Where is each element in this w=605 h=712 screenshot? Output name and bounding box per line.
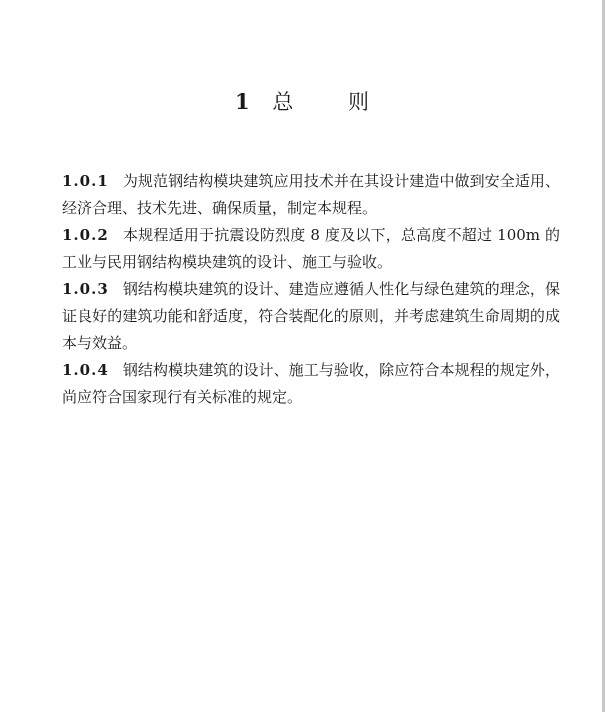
clause-text: 钢结构模块建筑的设计、建造应遵循人性化与绿色建筑的理念，保证良好的建筑功能和舒适度，符合装配化的原则，并考虑建筑生命周期的成本与效益。 [62, 280, 560, 352]
clause-number: 1.0.4 [62, 361, 109, 379]
clause-1-0-3 [62, 276, 560, 357]
chapter-title-part2: 则 [348, 90, 370, 114]
clause-number: 1.0.2 [62, 226, 109, 244]
chapter-number: 1 [235, 89, 251, 114]
clause-1-0-1 [62, 168, 560, 222]
clause-1-0-2 [62, 222, 560, 276]
clause-number: 1.0.1 [62, 172, 109, 190]
chapter-body [62, 168, 560, 411]
chapter-title-part1: 总 [272, 90, 295, 114]
clause-text: 为规范钢结构模块建筑应用技术并在其设计建造中做到安全适用、经济合理、技术先进、确保质量，制定本规程。 [62, 172, 560, 217]
clause-1-0-4 [62, 357, 560, 411]
chapter-title [0, 86, 605, 116]
clause-text: 钢结构模块建筑的设计、施工与验收，除应符合本规程的规定外，尚应符合国家现行有关标准的规定。 [62, 361, 560, 406]
clause-number: 1.0.3 [62, 280, 109, 298]
clause-text: 本规程适用于抗震设防烈度 8 度及以下，总高度不超过 100m 的工业与民用钢结构模块建筑的设计、施工与验收。 [62, 226, 560, 271]
